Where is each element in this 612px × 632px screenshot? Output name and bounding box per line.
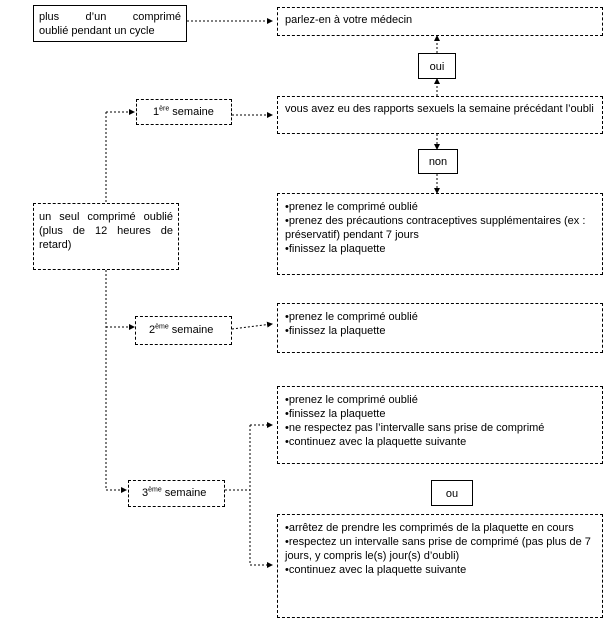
week1-sup: ère xyxy=(159,105,170,113)
week3-sup: ème xyxy=(148,486,162,494)
single-pill-box xyxy=(33,203,179,270)
week2-action-1: •prenez le comprimé oublié xyxy=(285,311,418,323)
non-box xyxy=(418,149,458,174)
multiple-missed-box xyxy=(33,5,187,42)
week2-box xyxy=(135,316,232,345)
week1-actions-box xyxy=(277,193,603,275)
week2-action-2: •finissez la plaquette xyxy=(285,325,386,337)
ou-label: ou xyxy=(445,488,459,500)
week3-option2-box xyxy=(277,514,603,618)
week3-prefix: 3 xyxy=(142,487,149,499)
week2-sup: ème xyxy=(155,323,169,331)
doctor-text: parlez-en à votre médecin xyxy=(285,14,413,26)
week3-option1-item-2: •finissez la plaquette xyxy=(285,408,386,420)
multiple-missed-line1: plus d’un comprimé xyxy=(39,11,181,23)
question-text: vous avez eu des rapports sexuels la semaine précédant l’oubli xyxy=(285,103,594,115)
oui-label: oui xyxy=(429,61,445,73)
arrow-week2-to-actions xyxy=(232,324,272,329)
week3-option2-item-2: •respectez un intervalle sans prise de comprimé (pas plus de 7 jours, y compris le(s) jour(s) d’oubli) xyxy=(285,536,591,562)
week1-prefix: 1 xyxy=(153,106,160,118)
week2-suffix: semaine xyxy=(168,324,214,336)
week3-option1-box xyxy=(277,386,603,464)
question-box xyxy=(277,96,603,134)
week3-option1-item-3: •ne respectez pas l’intervalle sans prise de comprimé xyxy=(285,422,545,434)
week3-box xyxy=(128,480,225,507)
week1-action-1: •prenez le comprimé oublié xyxy=(285,201,418,213)
week3-option2-item-1: •arrêtez de prendre les comprimés de la plaquette en cours xyxy=(285,522,574,534)
doctor-box xyxy=(277,7,603,36)
week1-action-3: •finissez la plaquette xyxy=(285,243,386,255)
week3-option1-item-1: •prenez le comprimé oublié xyxy=(285,394,418,406)
week1-box xyxy=(136,99,232,125)
week3-suffix: semaine xyxy=(161,487,207,499)
week2-prefix: 2 xyxy=(149,324,156,336)
week3-option1-item-4: •continuez avec la plaquette suivante xyxy=(285,436,467,448)
week3-option2-item-3: •continuez avec la plaquette suivante xyxy=(285,564,467,576)
week1-action-2: •prenez des précautions contraceptives supplémentaires (ex : préservatif) pendant 7 jours xyxy=(285,215,586,241)
multiple-missed-line2: oublié pendant un cycle xyxy=(39,25,155,37)
week1-suffix: semaine xyxy=(169,106,214,118)
single-pill-text: un seul comprimé oublié (plus de 12 heures de retard) xyxy=(39,211,173,251)
ou-box xyxy=(431,480,473,506)
non-label: non xyxy=(428,156,448,168)
oui-box xyxy=(418,53,456,79)
week2-actions-box xyxy=(277,303,603,353)
